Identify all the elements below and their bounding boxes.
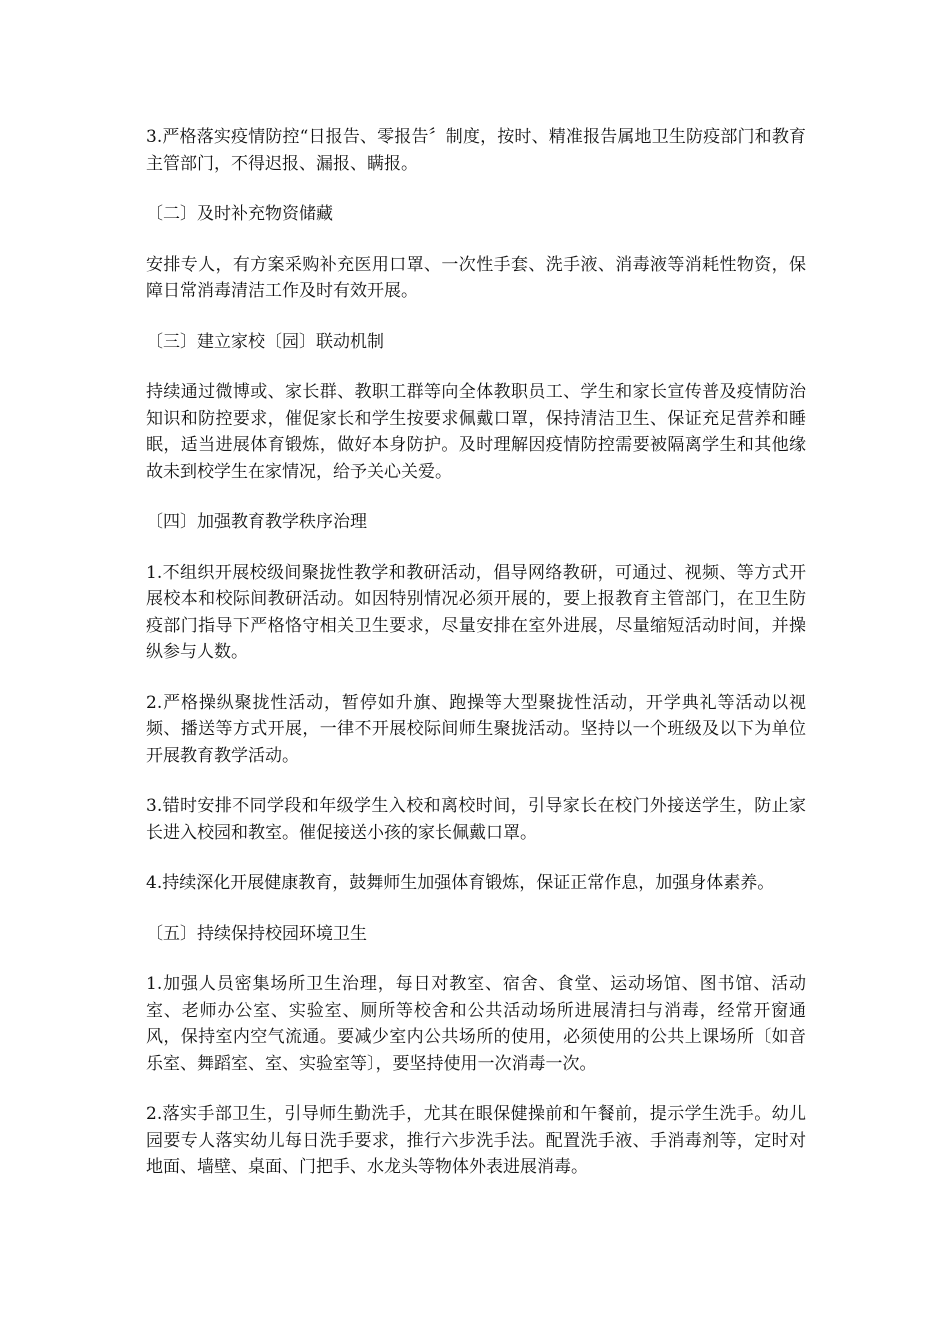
paragraph-teaching-3: 3.错时安排不同学段和年级学生入校和离校时间，引导家长在校门外接送学生，防止家长进入校园和教室。催促接送小孩的家长佩戴口罩。 (146, 796, 806, 843)
paragraph-teaching-4: 4.持续深化开展健康教育，鼓舞师生加强体育锻炼，保证正常作息，加强身体素养。 (146, 873, 775, 893)
paragraph-teaching-2: 2.严格操纵聚拢性活动，暂停如升旗、跑操等大型聚拢性活动，开学典礼等活动以视频、播送等方式开展，一律不开展校际间师生聚拢活动。坚持以一个班级及以下为单位开展教育教学活动。 (146, 692, 806, 766)
section-heading-teaching-order: 〔四〕加强教育教学秩序治理 (146, 512, 367, 532)
paragraph-teaching-1: 1.不组织开展校级间聚拢性教学和教研活动，倡导网络教研，可通过、视频、等方式开展校本和校际间教研活动。如因特别情况必须开展的，要上报教育主管部门，在卫生防疫部门指导下严格恪守相关卫生要求，尽量安排在室外进展，尽量缩短活动时间，并操纵参与人数。 (146, 562, 806, 662)
section-heading-home-school: 〔三〕建立家校〔园〕联动机制 (146, 331, 384, 352)
paragraph-hygiene-1: 1.加强人员密集场所卫生治理，每日对教室、宿舍、食堂、运动场馆、图书馆、活动室、老师办公室、实验室、厕所等校舍和公共活动场所进展清扫与消毒，经常开窗通风，保持室内空气流通。要减少室内公共场所的使用，必须使用的公共上课场所〔如音乐室、舞蹈室、室、实验室等〕，要坚持使用一次消毒一次。 (146, 974, 806, 1074)
paragraph-supplies: 安排专人，有方案采购补充医用口罩、一次性手套、洗手液、消毒液等消耗性物资，保障日常消毒清洁工作及时有效开展。 (146, 254, 806, 301)
paragraph-home-school: 持续通过微博或、家长群、教职工群等向全体教职员工、学生和家长宣传普及疫情防治知识和防控要求，催促家长和学生按要求佩戴口罩，保持清洁卫生、保证充足营养和睡眠，适当进展体育锻炼，做好本身防护。及时理解因疫情防控需要被隔离学生和其他缘故未到校学生在家情况，给予关心关爱。 (146, 382, 806, 482)
section-heading-hygiene: 〔五〕持续保持校园环境卫生 (146, 923, 367, 944)
paragraph-hygiene-2: 2.落实手部卫生，引导师生勤洗手，尤其在眼保健操前和午餐前，提示学生洗手。幼儿园要专人落实幼儿每日洗手要求，推行六步洗手法。配置洗手液、手消毒剂等，定时对地面、墙壁、桌面、门把手、水龙头等物体外表进展消毒。 (146, 1104, 806, 1177)
document-page (146, 124, 806, 1205)
paragraph-report-system: 3.严格落实疫情防控“日报告、零报告〞制度，按时、精准报告属地卫生防疫部门和教育主管部门，不得迟报、漏报、瞒报。 (146, 127, 806, 174)
section-heading-supplies: 〔二〕及时补充物资储藏 (146, 204, 333, 224)
